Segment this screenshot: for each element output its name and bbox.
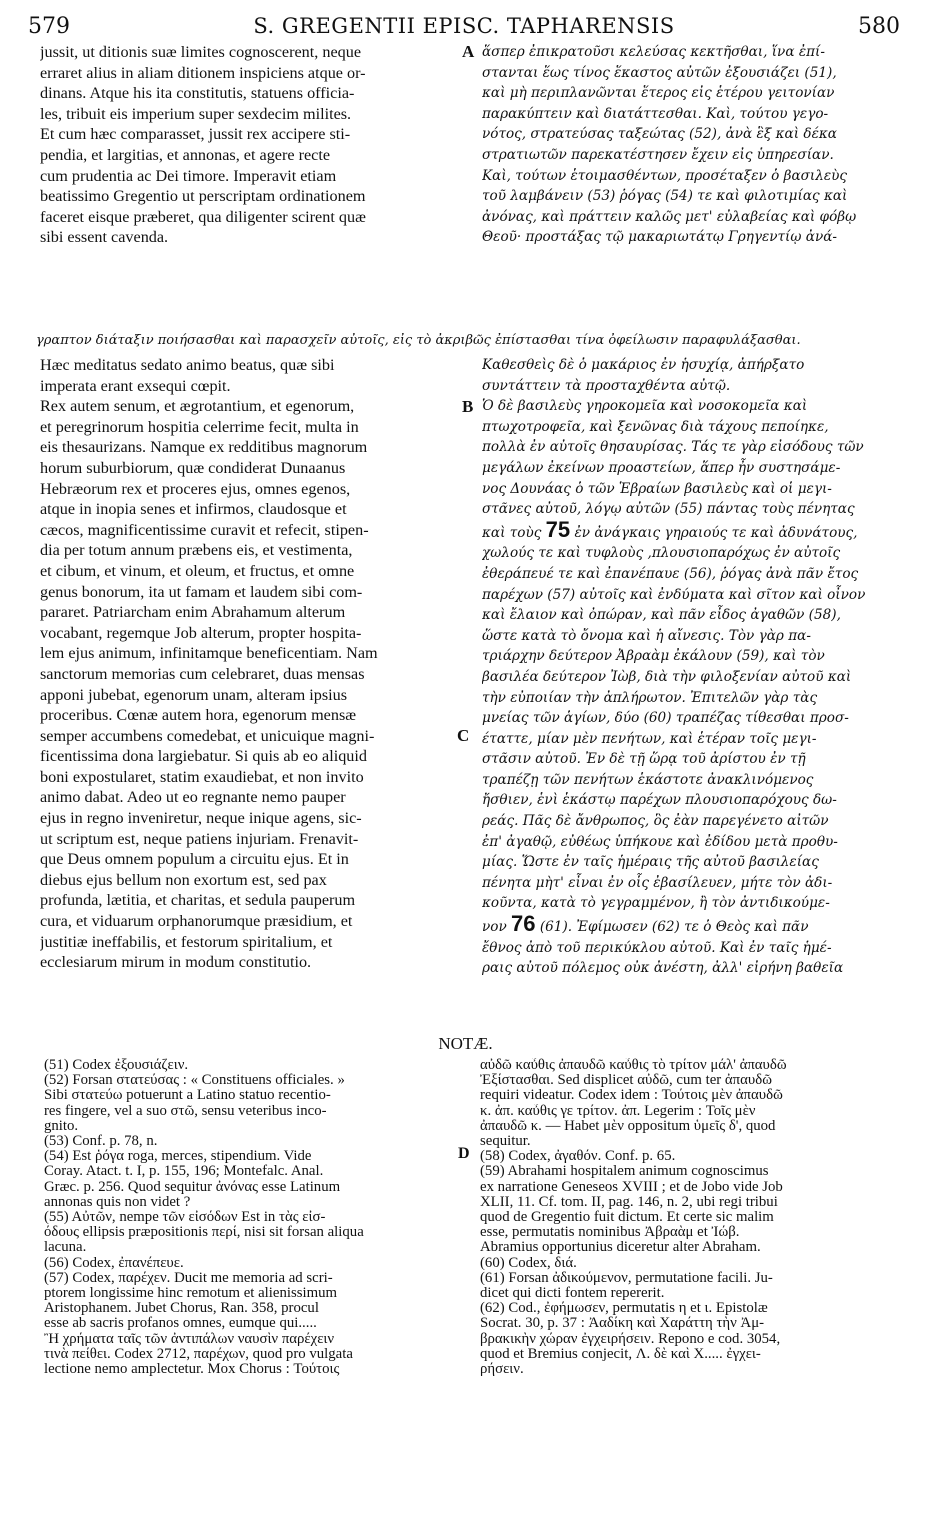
text-line: et cibum, et vinum, et oleum, et fructus, et omne xyxy=(40,561,355,580)
text-line: dicet qui dicti fontem repererit. xyxy=(480,1286,665,1302)
text-line: Hebræorum rex et proceres ejus, omnes egenos, xyxy=(40,479,351,498)
text-line: παρακύπτειν καὶ διατάττεσθαι. Καὶ, τούτου γεγο- xyxy=(482,105,829,122)
running-title: S. GREGENTII EPISC. TAPHARENSIS xyxy=(253,14,675,38)
text-line: παρέχων (57) αὐτοῖς καὶ ἐνδύματα καὶ σῖτον καὶ οἶνον xyxy=(482,586,866,603)
text-line: ὥστε κατὰ τὸ ὄνομα καὶ ἡ αἴνεσις. Τὸν γὰρ πα- xyxy=(482,627,811,644)
text-line: Coray. Atact. t. I, p. 155, 196; Montefalc. Anal. xyxy=(44,1164,324,1180)
text-line: καὶ τοὺς 75 ἐν ἀνάγκαις γηραιούς τε καὶ ἀδυνάτους, xyxy=(482,520,902,544)
text-line: sibi essent cavenda. xyxy=(40,228,169,247)
text-line: ex narratione Geneseos XVIII ; et de Jobo vide Job xyxy=(480,1179,783,1195)
text-line: ejus in regno inveniretur, neque inique agens, sic- xyxy=(40,809,362,828)
text-line: (61) Forsan ἀδικούμενον, permutatione facili. Ju- xyxy=(480,1270,773,1286)
text-line: jussit, ut ditionis suæ limites cognoscerent, neque xyxy=(40,43,362,61)
text-line: dinans. Atque his ita constitutis, statuens officia- xyxy=(40,84,355,103)
text-line: (55) Αὐτῶν, nempe τῶν εἰσόδων Est in τὰς εἰσ- xyxy=(44,1210,326,1226)
text-line: πτωχοτροφεῖα, καὶ ξενῶνας διὰ τάχους πεποίηκε, xyxy=(482,418,829,435)
text-line: et peregrinorum hospitia celerrime fecit, multa in xyxy=(40,417,359,436)
margin-marker-b: B xyxy=(462,397,474,416)
text-line: (60) Codex, διά. xyxy=(480,1255,577,1271)
text-line: μίας. Ὥστε ἐν ταῖς ἡμέραις τῆς αὐτοῦ βασιλείας xyxy=(482,854,819,871)
text-line: στᾶνες αὐτοῦ, λόγῳ αὐτῶν (55) πάντας τοὺς πένητας xyxy=(482,501,855,518)
text-line: sanctorum memorias cum celebraret, duas mensas xyxy=(40,664,365,683)
text-line: τραπέζῃ τῶν πενήτων ἑκάστοτε ἀνακλινόμενος xyxy=(482,771,814,788)
margin-marker-a: A xyxy=(462,42,475,61)
margin-marker-d: D xyxy=(458,1145,470,1162)
page-number-left: 579 xyxy=(28,14,70,39)
text-line: καὶ μὴ περιπλανῶνται ἕτερος εἰς ἑτέρου γειτονίαν xyxy=(482,85,835,102)
text-line: cæcos, magnificentissime curavit et refecit, stipen- xyxy=(40,520,369,539)
text-line: στρατιωτῶν παρεκατέστησεν ἔχειν εἰς ὑπηρεσίαν. xyxy=(482,146,834,163)
text-line: Ἢ χρήματα ταῖς τῶν ἀντιπάλων ναυσὶν παρέχειν xyxy=(44,1331,335,1347)
text-line: apponi jubebat, egenorum unam, alteram ipsius xyxy=(40,685,348,704)
page-reference-number: 76 xyxy=(511,914,536,937)
text-line: (58) Codex, ἀγαθόν. Conf. p. 65. xyxy=(480,1149,676,1165)
text-line: boni expostularet, statim exaudiebat, et non invito xyxy=(40,767,364,786)
text-line: Et cum hæc comparasset, jussit rex accipere sti- xyxy=(40,125,351,144)
text-line: dia per totum annum præbens eis, et vestimenta, xyxy=(40,541,353,560)
text-line: μνείας τῶν ἁγίων, δύο (60) τραπέζας τίθεσθαι προσ- xyxy=(482,710,849,727)
text-line: έταττε, μίαν μὲν πενήτων, καὶ ἑτέραν τοῖς μεγι- xyxy=(482,730,817,747)
text-line: (52) Forsan στατεύσας : « Constituens officiales. » xyxy=(44,1073,345,1089)
margin-marker-c: C xyxy=(457,726,470,745)
text-line: βρακικὴν χώραν ἐγχειρήσειν. Repono e cod. 3054, xyxy=(480,1331,781,1347)
text-line: συντάττειν τὰ προσταχθέντα αὐτῷ. xyxy=(482,377,731,394)
page-reference-number: 75 xyxy=(545,519,571,542)
text-line: (59) Abrahami hospitalem animum cognoscimus xyxy=(480,1164,769,1180)
text-line: pararet. Patriarcham enim Abrahamum alterum xyxy=(40,603,346,622)
text-line: erraret alius in aliam ditionem inspiciens atque or- xyxy=(40,63,366,82)
text-line: ἐθεράπευέ τε καὶ ἐπανέπαυε (56), ῥόγας ἀνὰ πᾶν ἔτος xyxy=(482,565,859,582)
text-line: Socrat. 30, p. 37 : Ἀαδίκη καὶ Χαράττη τὴν Ἀμ- xyxy=(480,1316,765,1332)
text-line: res fingere, vel a suo στῶ, sensu veteribus inco- xyxy=(44,1103,327,1119)
greek-column-main xyxy=(482,355,902,979)
text-line: horum suburbiorum, quæ condiderat Dunaanus xyxy=(40,458,346,477)
latin-column-top xyxy=(40,42,458,248)
text-line: Καὶ, τούτων ἑτοιμασθέντων, προσέταξεν ὁ βασιλεὺς xyxy=(482,167,848,184)
text-line: genus bonorum, ita ut famam et laudem sibi com- xyxy=(40,582,363,601)
text-line: quod et Bremius conjecit, Λ. δὲ καὶ Χ..... ἐγχει- xyxy=(480,1346,761,1362)
notes-right-column xyxy=(480,1058,904,1377)
text-line: τινὰ πείθει. Codex 2712, παρέχων, quod pro vulgata xyxy=(44,1346,353,1362)
greek-column-top xyxy=(482,42,902,248)
text-line: Θεοῦ· προστάξας τῷ μακαριωτάτῳ Γρηγεντίῳ ἀνά- xyxy=(482,229,838,246)
text-line: ἀπαυδῶ κ. — Habet μὲν oppositum ὑμεῖς δ', quod xyxy=(480,1118,776,1134)
notes-left-column xyxy=(44,1058,462,1377)
text-line: νος Δουνάας ὁ τῶν Ἑβραίων βασιλεὺς καὶ οἱ μεγι- xyxy=(482,480,832,497)
text-line: Καθεσθεὶς δὲ ὁ μακάριος ἐν ἡσυχίᾳ, ἀπήρξατο xyxy=(482,357,805,373)
text-line: eis thesaurizans. Namque ex redditibus magnorum xyxy=(40,438,368,457)
text-line: profunda, lætitia, et charitas, et sedula pauperum xyxy=(40,891,356,910)
text-line: XLII, 11. Cf. tom. II, pag. 146, n. 2, ubi regi tribui xyxy=(480,1194,778,1210)
text-line: cura, et viduarum orphanorumque præsidium, et xyxy=(40,912,353,931)
text-line: καὶ ἔλαιον καὶ ὀπώραν, καὶ πᾶν εἶδος ἀγαθῶν (58), xyxy=(482,607,841,624)
text-line: proceribus. Cœnæ autem hora, egenorum mensæ xyxy=(40,706,357,725)
text-line: στανται ἕως τίνος ἕκαστος αὐτῶν ἐξουσιάζει (51), xyxy=(482,64,837,81)
text-line: ἅσπερ ἐπικρατοῦσι κελεύσας κεκτῆσθαι, ἵνα ἐπί- xyxy=(482,44,825,60)
text-line: ficentissima dona largiebatur. Si quis ab eo aliquid xyxy=(40,747,367,766)
text-line: que Deus omnem populum a circuitu ejus. Et in xyxy=(40,850,349,869)
text-line: όδους ellipsis præpositionis περί, nisi sit forsan aliqua xyxy=(44,1225,364,1241)
text-line: ρήσειν. xyxy=(480,1362,524,1378)
text-line: Hæc meditatus sedato animo beatus, quæ sibi xyxy=(40,356,335,374)
page-number-right: 580 xyxy=(858,14,900,39)
text-line: Græc. p. 256. Quod sequitur ἀνόνας esse Latinum xyxy=(44,1179,341,1195)
text-line: Ἐξίστασθαι. Sed displicet αὐδῶ, cum ter ἀπαυδῶ xyxy=(480,1073,772,1089)
text-line: pendia, et largitias, et annonas, et agere recte xyxy=(40,145,331,164)
text-line: lem ejus animum, infinitamque beneficentiam. Nam xyxy=(40,644,378,663)
text-line: πολλὰ ἐν αὐτοῖς θησαυρίσας. Τάς τε γὰρ εἰσόδους τῶν xyxy=(482,439,864,456)
text-line: χωλούς τε καὶ τυφλοὺς ,πλουσιοπαρόχως ἐν αὐτοῖς xyxy=(482,545,841,562)
text-line: βασιλέα δεύτερον Ἰὼβ, διὰ τὴν φιλοξενίαν αὐτοῦ καὶ xyxy=(482,668,852,685)
text-line: κ. ἀπ. καὖθις γε τρίτον. ἀπ. Legerim : Τοῖς μὲν xyxy=(480,1103,756,1119)
text-line: (62) Cod., ἐφήμωσεν, permutatis η et ι. Epistolæ xyxy=(480,1301,768,1317)
greek-spanning-line: γραπτον διάταξιν ποιήσασθαι καὶ παρασχεῖν αὐτοῖς, εἰς τὸ ἀκριβῶς ἐπίστασθαι τίνα ὀφείλωσιν παραφυλάξασθαι. xyxy=(36,333,801,348)
text-line: annonas quis non videt ? xyxy=(44,1194,191,1210)
text-line: lectione nemo amplectetur. Mox Chorus : Τούτοις xyxy=(44,1362,340,1378)
text-line: semper accumbens comedebat, et unicuique magni- xyxy=(40,726,375,745)
text-line: (51) Codex ἐξουσιάζειν. xyxy=(44,1058,189,1073)
text-line: (56) Codex, ἐπανέπευε. xyxy=(44,1255,184,1271)
text-line: μεγάλων ἐκείνων προαστείων, ἅπερ ἦν συστησάμε- xyxy=(482,459,841,476)
text-line: esse, permutatis nominibus Ἀβραὰμ et Ἰώβ. xyxy=(480,1225,740,1241)
text-line: requiri videatur. Codex idem : Τούτοις μὲν ἀπαυδῶ xyxy=(480,1088,783,1104)
text-line: Aristophanem. Jubet Chorus, Ran. 358, procul xyxy=(44,1301,319,1317)
text-line: ptorem longissime hinc remotum et alienissimum xyxy=(44,1286,338,1302)
text-line: τριάρχην δεύτερον Ἀβραὰμ ἐκάλουν (59), καὶ τὸν xyxy=(482,648,825,665)
text-line: τοῦ λαμβάνειν (53) ῥόγας (54) τε καὶ φιλοτιμίας καὶ xyxy=(482,188,848,205)
text-line: ecclesiarum mirum in modum constitutio. xyxy=(40,953,312,972)
text-line: beatissimo Gregentio ut perscriptam ordinationem xyxy=(40,187,366,206)
text-line: gnito. xyxy=(44,1118,79,1134)
text-line: αὐδῶ καὖθις ἀπαυδῶ καὖθις τὸ τρίτον μάλ' ἀπαυδῶ xyxy=(480,1058,787,1073)
text-line: diebus ejus bellum non exortum est, sed pax xyxy=(40,870,327,889)
text-line: Ὁ δὲ βασιλεὺς γηροκομεῖα καὶ νοσοκομεῖα καὶ xyxy=(482,398,808,415)
page-header xyxy=(28,14,900,40)
text-line: sequitur. xyxy=(480,1134,531,1150)
text-line: ἐπ' ἀγαθῷ, εὐθέως ὑπήκουε καὶ ἐδίδου μετὰ προθυ- xyxy=(482,833,838,850)
text-line: lacuna. xyxy=(44,1240,87,1256)
text-line: atque in inopia senes et infirmos, claudosque et xyxy=(40,500,347,519)
text-line: Abramius opportunius diceretur alter Abraham. xyxy=(480,1240,761,1256)
text-line: πένητα μὴτ' εἶναι ἐν οἷς ἐβασίλευεν, μήτε τὸν ἀδι- xyxy=(482,874,833,891)
text-line: vocabant, regemque Job alterum, propter hospita- xyxy=(40,623,362,642)
text-line: ἤσθιεν, ἑνὶ ἑκάστῳ παρέχων πλουσιοπαρόχους δω- xyxy=(482,792,837,809)
text-line: faceret eisque præberet, qua diligenter scirent quæ xyxy=(40,207,366,226)
text-line: (53) Conf. p. 78, n. xyxy=(44,1134,158,1150)
text-line: ἀνόνας, καὶ πράττειν καλῶς μετ' εὐλαβείας καὶ φόβῳ xyxy=(482,208,857,225)
text-line: esse ab sacris profanos omnes, eumque qui..... xyxy=(44,1316,317,1332)
text-line: animo dabat. Adeo ut eo regnante nemo pauper xyxy=(40,788,346,807)
text-line: quod de Gregentio fuit dictum. Et certe sic malim xyxy=(480,1210,774,1226)
text-line: cum prudentia ac Dei timore. Imperavit etiam xyxy=(40,166,337,185)
text-line: les, tribuit eis imperium super sexdecim milites. xyxy=(40,104,352,123)
text-line: κοῦντα, κατὰ τὸ γεγραμμένον, ἢ τὸν ἀντιδικούμε- xyxy=(482,895,830,912)
text-line: Rex autem senum, et ægrotantium, et egenorum, xyxy=(40,397,355,416)
text-line: τὴν εὐποιίαν τὴν ἀπλήρωτον. Ἐπιτελῶν γὰρ τὰς xyxy=(482,689,818,706)
text-line: ραις αὐτοῦ πόλεμος οὐκ ἀνέστη, ἀλλ' εἰρήνη βαθεῖα xyxy=(482,960,844,977)
latin-column-main xyxy=(40,355,458,973)
text-line: imperata erant exsequi cœpit. xyxy=(40,376,231,395)
notes-heading: NOTÆ. xyxy=(438,1034,493,1053)
text-line: (54) Est ῥόγα roga, merces, stipendium. Vide xyxy=(44,1149,312,1165)
text-line: (57) Codex, παρέχεν. Ducit me memoria ad scri- xyxy=(44,1270,333,1286)
text-line: Sibi στατεύω potuerunt a Latino statuo recentio- xyxy=(44,1088,331,1104)
text-line: ρεάς. Πᾶς δὲ ἄνθρωπος, ὃς ἐὰν παρεγένετο αἰτῶν xyxy=(482,813,829,830)
text-line: νότος, στρατεύσας ταξεώτας (52), ἀνὰ ἓξ καὶ δέκα xyxy=(482,126,837,143)
text-line: νον 76 (61). Ἐφίμωσεν (62) τε ὁ Θεὸς καὶ πᾶν xyxy=(482,914,902,938)
text-line: στᾶσιν αὐτοῦ. Ἐν δὲ τῇ ὥρᾳ τοῦ ἀρίστου ἐν τῇ xyxy=(482,751,806,768)
text-line: ἔθνος ἀπὸ τοῦ περικύκλου αὐτοῦ. Καὶ ἐν ταῖς ἡμέ- xyxy=(482,939,832,956)
text-line: justitiæ ineffabilis, et festorum spiritalium, et xyxy=(40,932,333,951)
text-line: ut scriptum est, neque patiens injuriam. Frenavit- xyxy=(40,829,359,848)
